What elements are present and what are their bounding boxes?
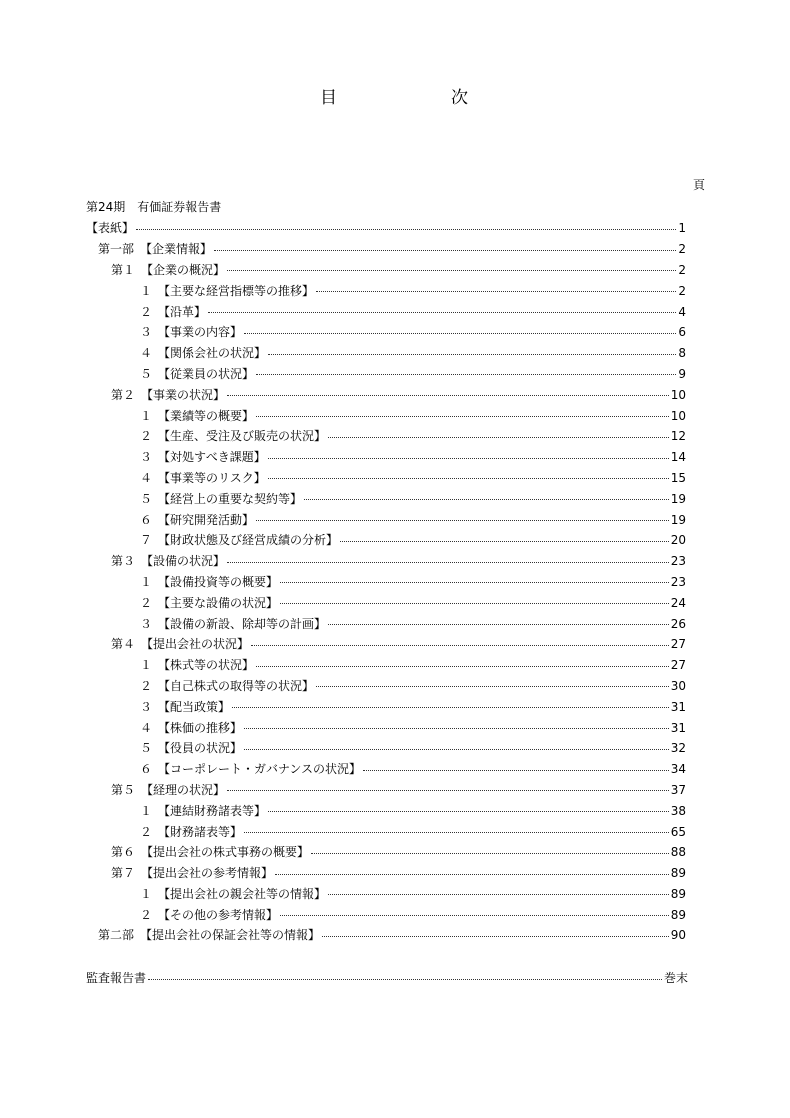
leader-dots	[275, 874, 669, 875]
leader-dots	[227, 790, 669, 791]
table-of-contents	[0, 218, 790, 946]
toc-row[interactable]	[0, 447, 790, 468]
toc-page-number: 12	[670, 429, 686, 444]
leader-dots	[322, 936, 669, 937]
toc-row[interactable]	[0, 405, 790, 426]
toc-row-audit-report[interactable]	[0, 968, 790, 989]
toc-label: 第二部 【提出会社の保証会社等の情報】	[98, 928, 321, 943]
toc-label: ３ 【配当政策】	[140, 699, 231, 714]
toc-label: １ 【株式等の状況】	[140, 658, 255, 673]
leader-dots	[208, 312, 676, 313]
leader-dots	[268, 458, 669, 459]
leader-dots	[268, 811, 669, 812]
leader-dots	[251, 645, 669, 646]
toc-label: 第２ 【事業の状況】	[111, 387, 226, 402]
toc-row[interactable]	[0, 364, 790, 385]
toc-page-number: 巻末	[663, 971, 688, 986]
leader-dots	[244, 333, 676, 334]
leader-dots	[304, 499, 669, 500]
toc-label: ２ 【主要な設備の状況】	[140, 595, 279, 610]
toc-row[interactable]	[0, 904, 790, 925]
toc-row[interactable]	[0, 592, 790, 613]
toc-label: １ 【提出会社の親会社等の情報】	[140, 886, 327, 901]
toc-page-number: 27	[670, 658, 686, 673]
toc-page-number: 19	[670, 512, 686, 527]
toc-label: 第５ 【経理の状況】	[111, 782, 226, 797]
toc-row[interactable]	[0, 821, 790, 842]
toc-row[interactable]	[0, 884, 790, 905]
toc-label: ２ 【その他の参考情報】	[140, 907, 279, 922]
leader-dots	[328, 894, 669, 895]
leader-dots	[256, 666, 669, 667]
audit-report-entry	[0, 968, 790, 989]
toc-row[interactable]	[0, 280, 790, 301]
toc-label: 第４ 【提出会社の状況】	[111, 637, 250, 652]
toc-page-number: 19	[670, 491, 686, 506]
leader-dots	[316, 686, 669, 687]
toc-label: １ 【業績等の概要】	[140, 408, 255, 423]
leader-dots	[340, 541, 669, 542]
toc-row[interactable]	[0, 322, 790, 343]
toc-page-number: 2	[678, 283, 686, 298]
toc-page-number: 27	[670, 637, 686, 652]
toc-page-number: 88	[670, 845, 686, 860]
toc-page-number: 32	[670, 741, 686, 756]
toc-label: ６ 【コーポレート・ガバナンスの状況】	[140, 762, 362, 777]
toc-page-number: 24	[670, 595, 686, 610]
toc-row[interactable]	[0, 696, 790, 717]
toc-page-number: 6	[678, 325, 686, 340]
toc-page-number: 26	[670, 616, 686, 631]
toc-row[interactable]	[0, 925, 790, 946]
toc-row[interactable]	[0, 613, 790, 634]
toc-row[interactable]	[0, 738, 790, 759]
leader-dots	[268, 478, 669, 479]
toc-label: 第６ 【提出会社の株式事務の概要】	[111, 845, 310, 860]
toc-row[interactable]	[0, 759, 790, 780]
toc-row[interactable]	[0, 488, 790, 509]
page-column-header: 頁	[693, 178, 706, 192]
toc-label: ４ 【株価の推移】	[140, 720, 243, 735]
toc-page-number: 2	[678, 242, 686, 257]
toc-page-number: 34	[670, 762, 686, 777]
leader-dots	[227, 562, 669, 563]
toc-label: ２ 【沿革】	[140, 304, 207, 319]
toc-row[interactable]	[0, 530, 790, 551]
leader-dots	[244, 832, 669, 833]
toc-label: ３ 【事業の内容】	[140, 325, 243, 340]
leader-dots	[328, 624, 669, 625]
toc-row[interactable]	[0, 676, 790, 697]
leader-dots	[232, 707, 669, 708]
toc-label: ６ 【研究開発活動】	[140, 512, 255, 527]
toc-row[interactable]	[0, 343, 790, 364]
toc-label: 第３ 【設備の状況】	[111, 554, 226, 569]
toc-page-number: 8	[678, 346, 686, 361]
leader-dots	[311, 853, 669, 854]
document-title	[0, 86, 790, 110]
leader-dots	[256, 520, 669, 521]
toc-row[interactable]	[0, 426, 790, 447]
title-char-2: 次	[451, 88, 468, 108]
leader-dots	[227, 270, 676, 271]
toc-label: 第７ 【提出会社の参考情報】	[111, 866, 274, 881]
leader-dots	[280, 582, 669, 583]
toc-row[interactable]	[0, 509, 790, 530]
toc-page-number: 4	[678, 304, 686, 319]
title-char-1: 目	[320, 88, 337, 108]
leader-dots	[244, 728, 669, 729]
leader-dots	[280, 915, 669, 916]
toc-page-number: 10	[670, 387, 686, 402]
toc-row[interactable]	[0, 842, 790, 863]
toc-page-number: 31	[670, 699, 686, 714]
toc-label: ２ 【財務諸表等】	[140, 824, 243, 839]
toc-page-number: 90	[670, 928, 686, 943]
leader-dots	[256, 374, 676, 375]
toc-page-number: 14	[670, 450, 686, 465]
toc-row[interactable]	[0, 717, 790, 738]
toc-label: ２ 【生産、受注及び販売の状況】	[140, 429, 327, 444]
toc-page-number: 20	[670, 533, 686, 548]
toc-page-number: 15	[670, 470, 686, 485]
leader-dots	[227, 395, 669, 396]
toc-label: ２ 【自己株式の取得等の状況】	[140, 678, 315, 693]
leader-dots	[244, 749, 669, 750]
toc-page-number: 9	[678, 366, 686, 381]
toc-label: 第１ 【企業の概況】	[111, 262, 226, 277]
leader-dots	[136, 229, 676, 230]
toc-page-number: 2	[678, 262, 686, 277]
toc-row[interactable]	[0, 260, 790, 281]
toc-page-number: 89	[670, 907, 686, 922]
leader-dots	[256, 416, 669, 417]
toc-page-number: 89	[670, 866, 686, 881]
leader-dots	[268, 354, 676, 355]
leader-dots	[280, 603, 669, 604]
toc-label: ５ 【役員の状況】	[140, 741, 243, 756]
toc-label: ７ 【財政状態及び経営成績の分析】	[140, 533, 339, 548]
toc-label: １ 【設備投資等の概要】	[140, 574, 279, 589]
toc-row[interactable]	[0, 655, 790, 676]
leader-dots	[328, 437, 669, 438]
leader-dots	[316, 291, 676, 292]
toc-page-number: 89	[670, 886, 686, 901]
toc-row[interactable]	[0, 301, 790, 322]
toc-label: １ 【主要な経営指標等の推移】	[140, 283, 315, 298]
toc-page-number: 30	[670, 678, 686, 693]
toc-page-number: 37	[670, 782, 686, 797]
toc-label: ５ 【従業員の状況】	[140, 366, 255, 381]
toc-page-number: 1	[678, 221, 686, 236]
toc-label: 第一部 【企業情報】	[98, 242, 213, 257]
toc-label: ５ 【経営上の重要な契約等】	[140, 491, 303, 506]
report-title: 第24期 有価証券報告書	[86, 200, 222, 214]
toc-row[interactable]	[0, 572, 790, 593]
leader-dots	[148, 979, 662, 980]
toc-label: ３ 【対処すべき課題】	[140, 450, 266, 465]
toc-page-number: 10	[670, 408, 686, 423]
toc-label: 【表紙】	[86, 221, 135, 236]
toc-page-number: 38	[670, 803, 686, 818]
toc-page-number: 23	[670, 574, 686, 589]
toc-label: ４ 【事業等のリスク】	[140, 470, 266, 485]
toc-row[interactable]	[0, 780, 790, 801]
toc-row[interactable]	[0, 384, 790, 405]
toc-row[interactable]	[0, 468, 790, 489]
leader-dots	[214, 250, 676, 251]
toc-label: ４ 【関係会社の状況】	[140, 346, 267, 361]
toc-row[interactable]	[0, 551, 790, 572]
toc-row[interactable]	[0, 800, 790, 821]
toc-label: 監査報告書	[86, 971, 147, 986]
toc-row[interactable]	[0, 863, 790, 884]
toc-page-number: 65	[670, 824, 686, 839]
toc-row[interactable]	[0, 218, 790, 239]
toc-page-number: 23	[670, 554, 686, 569]
toc-row[interactable]	[0, 239, 790, 260]
toc-label: １ 【連結財務諸表等】	[140, 803, 267, 818]
toc-label: ３ 【設備の新設、除却等の計画】	[140, 616, 327, 631]
leader-dots	[363, 770, 669, 771]
toc-row[interactable]	[0, 634, 790, 655]
toc-page-number: 31	[670, 720, 686, 735]
